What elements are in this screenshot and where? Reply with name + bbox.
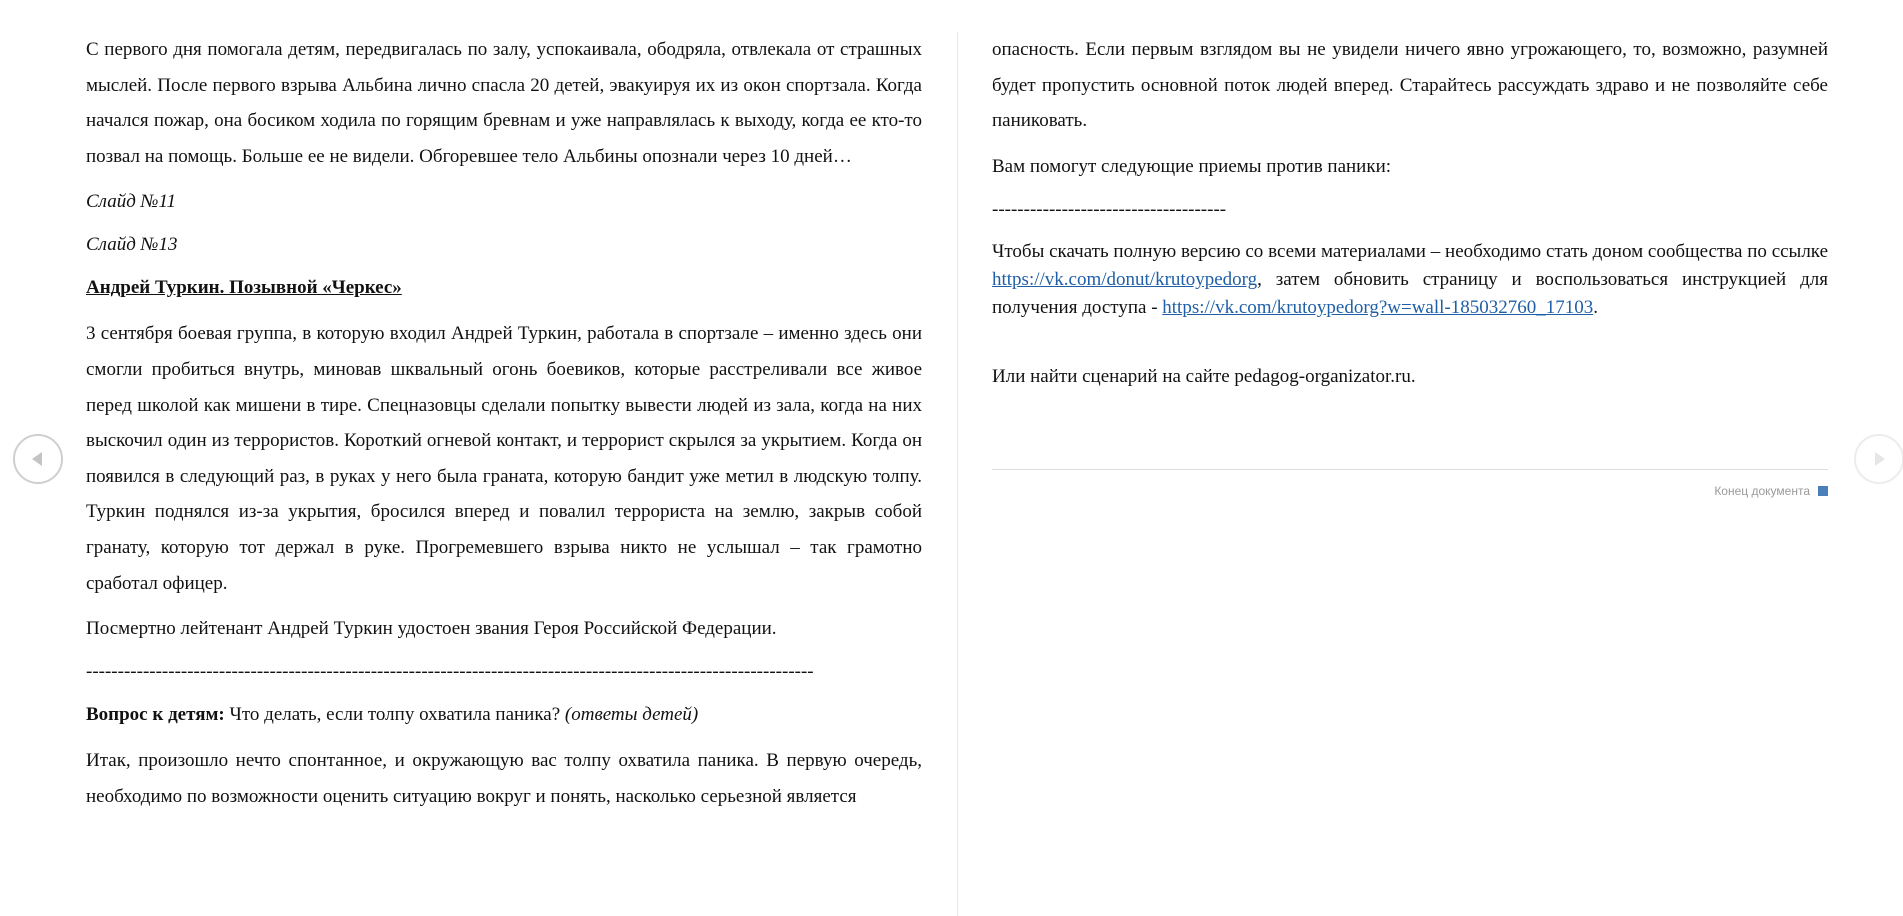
paragraph-albina: С первого дня помогала детям, передвигалась по залу, успокаивала, ободряла, отвлекала от страшных мыслей. После первого взрыва Альбина лично спасла 20 детей, эвакуируя их из окон спортзала. Когда начался пожар, она босиком ходила по горящим бревнам и уже направлялась к выходу, когда ее кто-то позвал на помощь. Больше ее не видели. Обгоревшее тело Альбины опознали через 10 дней… — [86, 39, 922, 167]
paragraph-turkin: 3 сентября боевая группа, в которую входил Андрей Туркин, работала в спортзале – именно здесь они смогли пробиться внутрь, миновав шквальный огонь боевиков, которые расстреливали все живое перед школой как мишени в тире. Спецназовцы сделали попытку вывести людей из зала, когда на них выскочил один из террористов. Короткий огневой контакт, и террорист скрылся за укрытием. Когда он появился в следующий раз, в руках у него была граната, которую бандит уже метил в людскую толпу. Туркин поднялся из-за укрытия, бросился вперед и повалил террориста на землю, закрыв собой гранату, которую тот держал в руке. Прогремевшего взрыва никто не услышал – так грамотно сработал офицер. — [86, 323, 922, 594]
donut-link[interactable]: https://vk.com/donut/krutoypedorg — [992, 268, 1258, 290]
paragraph-panic-intro: Итак, произошло нечто спонтанное, и окружающую вас толпу охватила паника. В первую очередь, необходимо по возможности оценить ситуацию вокруг и понять, насколько серьезной является — [86, 750, 922, 807]
end-of-document-marker — [1714, 484, 1828, 498]
site-reference: Или найти сценарий на сайте pedagog-organizator.ru. — [992, 365, 1416, 387]
question-label: Вопрос к детям: — [86, 704, 225, 726]
dashed-separator-right: ------------------------------------- — [992, 198, 1227, 220]
question-to-children — [86, 700, 922, 730]
download-text-3: . — [1593, 296, 1598, 318]
end-square-icon — [1818, 486, 1828, 496]
paragraph-hero-title: Посмертно лейтенант Андрей Туркин удостоен звания Героя Российской Федерации. — [86, 618, 777, 640]
next-page-button[interactable] — [1854, 434, 1903, 484]
left-page — [86, 32, 922, 827]
wall-post-link[interactable]: https://vk.com/krutoypedorg?w=wall-185032760_17103 — [1162, 296, 1594, 318]
download-text-1: Чтобы скачать полную версию со всеми материалами – необходимо стать доном сообщества по ссылке — [992, 240, 1828, 262]
previous-page-button[interactable] — [13, 434, 63, 484]
slide-label-13: Слайд №13 — [86, 234, 178, 256]
dashed-separator: ------------------------------------------------------------------------------------------------------------------- — [86, 661, 814, 683]
chevron-right-icon — [1869, 449, 1889, 469]
section-heading-turkin: Андрей Туркин. Позывной «Черкес» — [86, 277, 402, 299]
download-text-2: , затем обновить страницу и воспользоваться инструкцией для получения доступа - — [992, 268, 1828, 318]
slide-label-11: Слайд №11 — [86, 191, 177, 213]
page-divider — [957, 32, 958, 916]
paragraph-danger-assessment: опасность. Если первым взглядом вы не увидели ничего явно угрожающего, то, возможно, разумней будет пропустить основной поток людей вперед. Старайтесь рассуждать здраво и не позволяйте себе паниковать. — [992, 39, 1828, 132]
paragraph-panic-techniques: Вам помогут следующие приемы против паники: — [992, 155, 1392, 177]
question-text: Что делать, если толпу охватила паника? — [224, 704, 565, 726]
right-page — [992, 32, 1828, 405]
question-note: (ответы детей) — [564, 704, 699, 726]
end-of-document-rule — [992, 469, 1828, 470]
download-instructions — [992, 238, 1828, 322]
end-of-document-label: Конец документа — [1714, 484, 1810, 498]
chevron-left-icon — [28, 449, 48, 469]
